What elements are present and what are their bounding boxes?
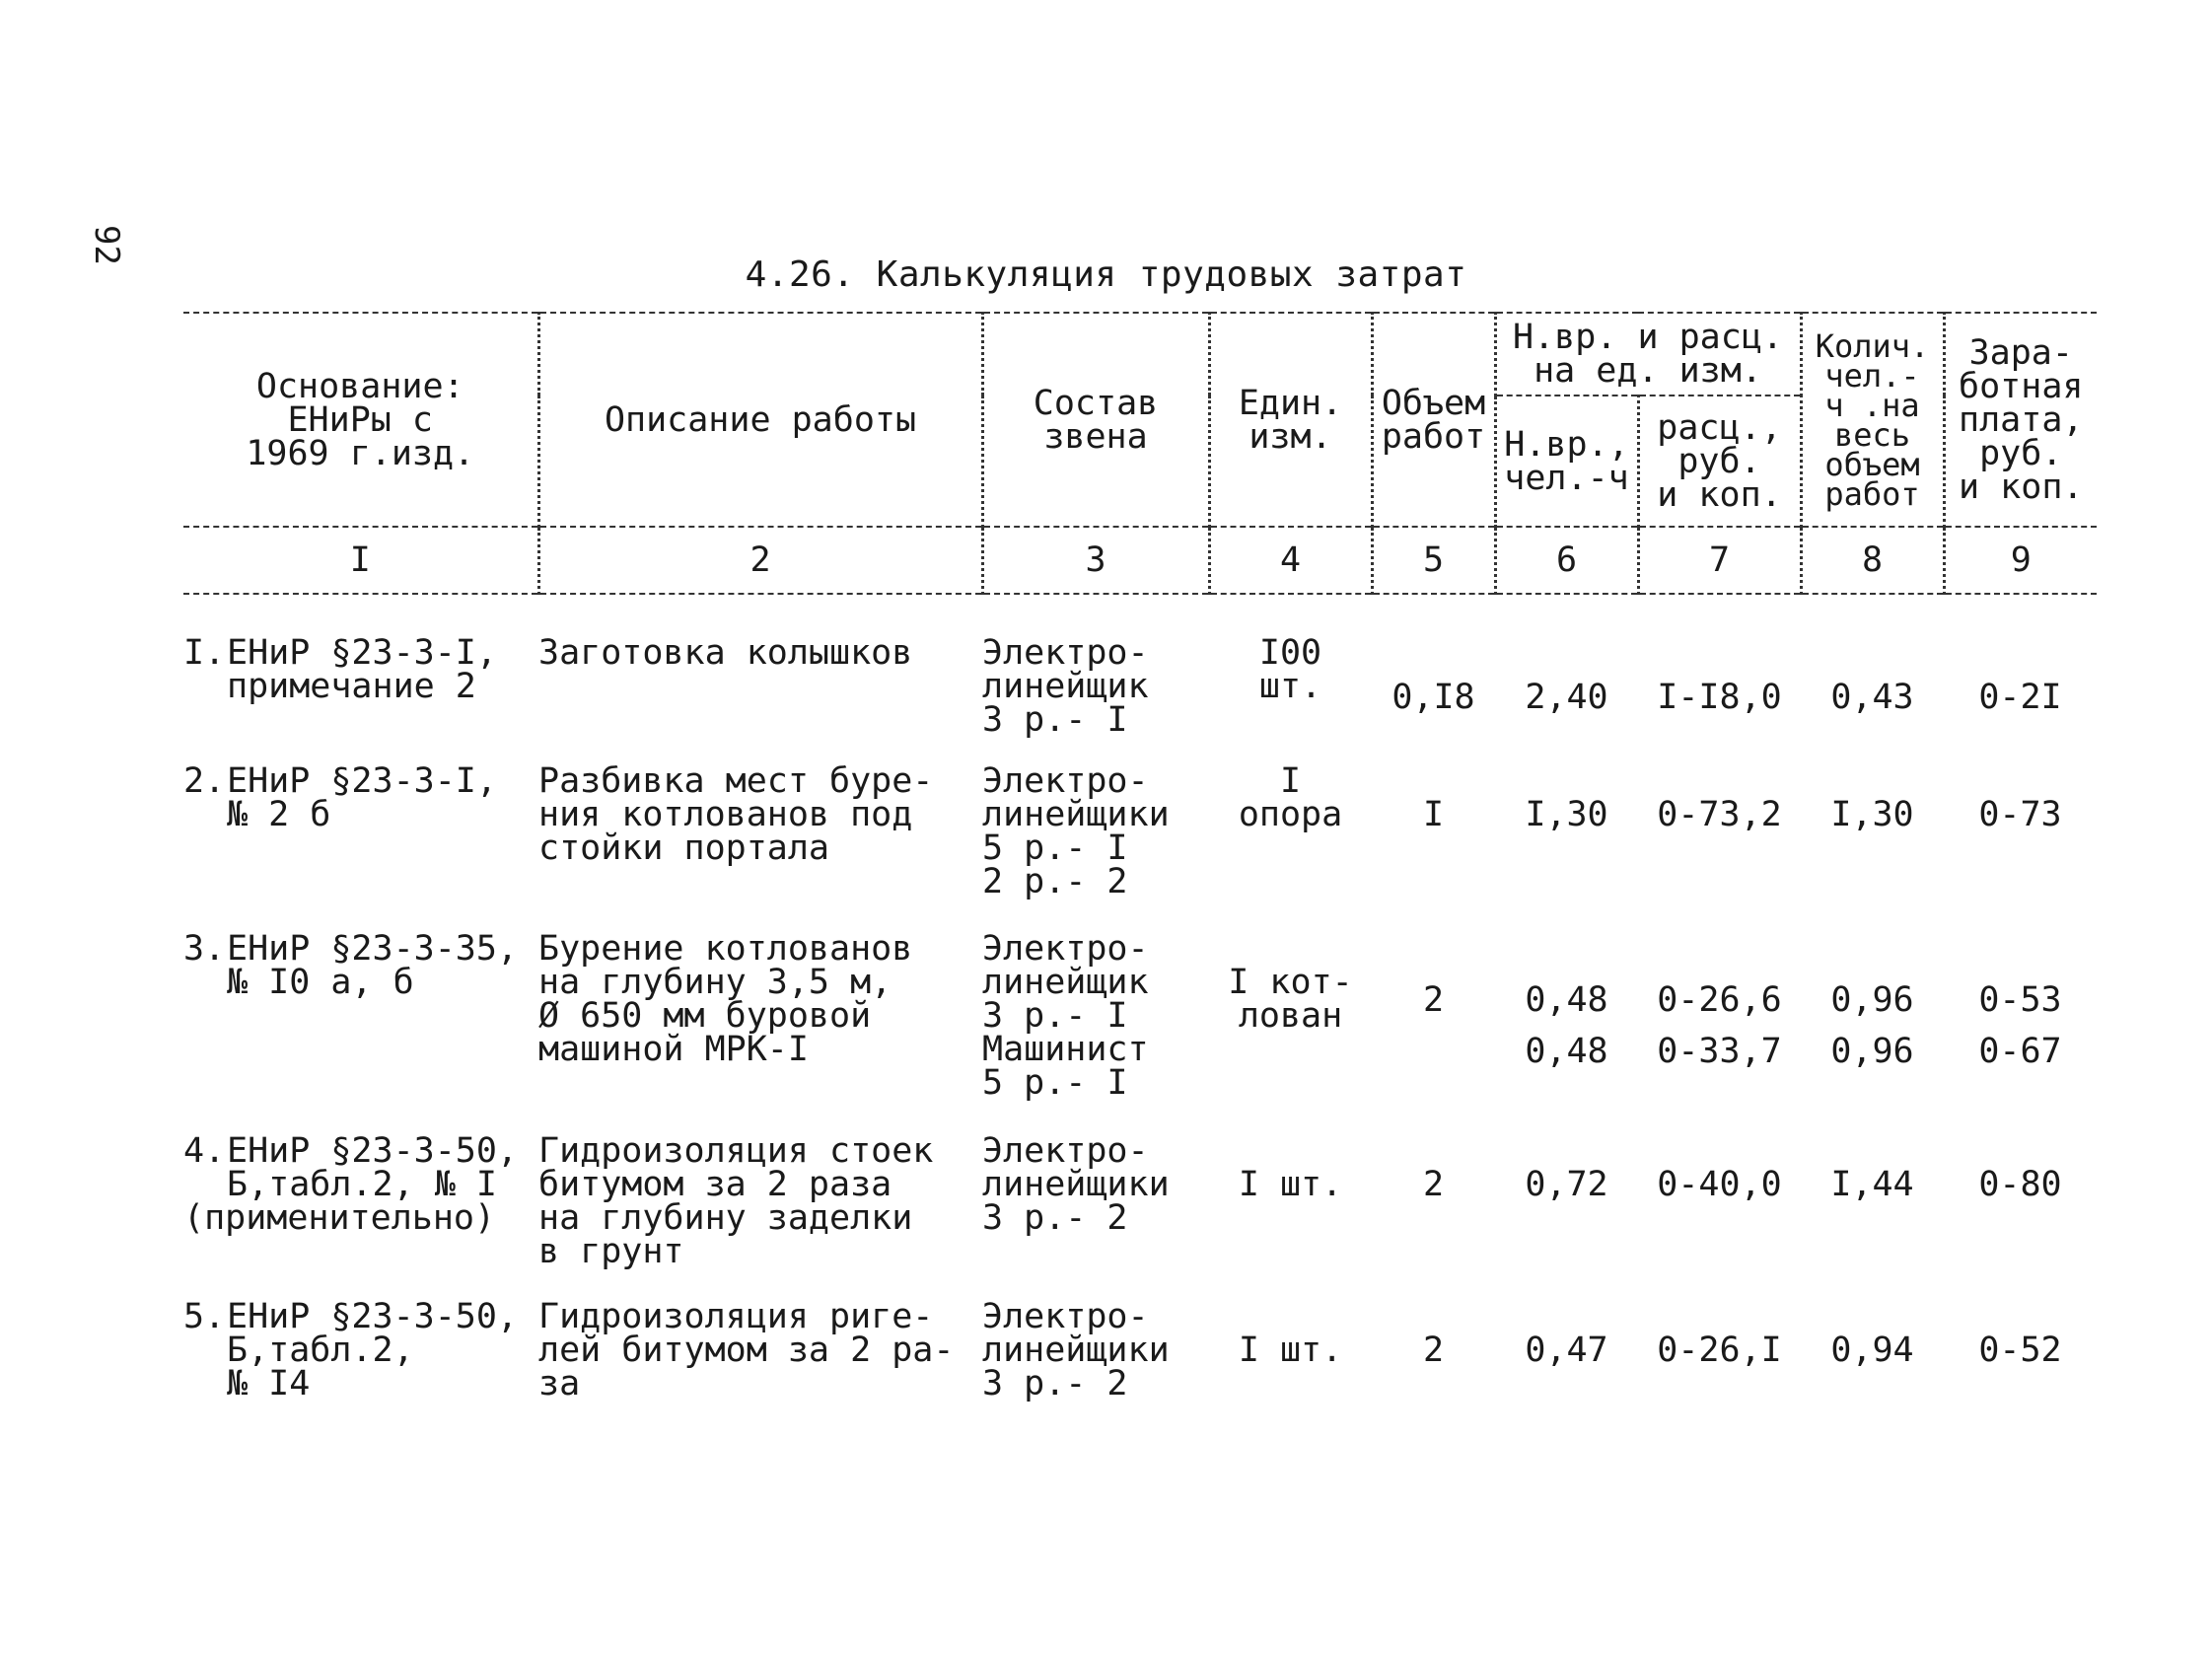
description-cell: Бурение котлованов на глубину 3,5 м, Ø 650 мм буровой машиной МРК-I: [538, 929, 913, 1069]
rate-cell: 0-73,2: [1657, 795, 1782, 834]
column-number: 5: [1372, 527, 1495, 594]
header-unit: Един. изм.: [1209, 313, 1372, 527]
description-cell: Гидроизоляция риге- лей битумом за 2 ра- за: [538, 1297, 955, 1403]
header-volume: Объем работ: [1372, 313, 1495, 527]
basis-cell: 5.ЕНиР §23-3-50, Б,табл.2, № I4: [183, 1297, 519, 1403]
column-number: I: [183, 527, 538, 594]
column-number: 2: [538, 527, 982, 594]
rate-cell: 0-26,I: [1657, 1331, 1782, 1370]
basis-cell: 3.ЕНиР §23-3-35, № I0 а, б: [183, 929, 519, 1002]
crew-cell: Электро- линейщики 3 р.- 2: [982, 1297, 1170, 1403]
crew-cell: Электро- линейщики 3 р.- 2: [982, 1131, 1170, 1238]
unit-cell: I шт.: [1238, 1165, 1343, 1204]
column-number: 3: [982, 527, 1209, 594]
header-norm-group: Н.вр. и расц. на ед. изм.: [1495, 313, 1801, 396]
header-norm-time: Н.вр., чел.-ч: [1495, 396, 1638, 527]
description-cell: Разбивка мест буре- ния котлованов под стойки портала: [538, 761, 934, 868]
wage-cell: 0-52: [1978, 1331, 2062, 1370]
volume-cell: 2: [1422, 1165, 1445, 1204]
wage-cell: 0-53 0-67: [1978, 980, 2062, 1071]
rate-cell: 0-26,6 0-33,7: [1657, 980, 1782, 1071]
header-description: Описание работы: [538, 313, 982, 527]
volume-cell: I: [1422, 795, 1445, 834]
basis-cell: 4.ЕНиР §23-3-50, Б,табл.2, № I (применительно): [183, 1131, 519, 1238]
crew-cell: Электро- линейщики 5 р.- I 2 р.- 2: [982, 761, 1170, 901]
document-title: 4.26. Калькуляция трудовых затрат: [745, 254, 1467, 295]
header-workers: Колич. чел.- ч .на весь объем работ: [1801, 313, 1944, 527]
rate-cell: 0-40,0: [1657, 1165, 1782, 1204]
description-cell: Заготовка колышков: [538, 633, 913, 673]
column-number: 8: [1801, 527, 1944, 594]
volume-cell: 2: [1422, 980, 1445, 1020]
column-number: 6: [1495, 527, 1638, 594]
column-number: 7: [1638, 527, 1801, 594]
workers-cell: 0,94: [1830, 1331, 1914, 1370]
workers-cell: 0,43: [1830, 678, 1914, 717]
table-row: [183, 630, 2097, 758]
page-number: 92: [87, 225, 126, 265]
header-rate: расц., руб. и коп.: [1638, 396, 1801, 527]
basis-cell: 2.ЕНиР §23-3-I, № 2 б: [183, 761, 497, 834]
table-header: [183, 313, 2097, 594]
header-basis: Основание: ЕНиРы с 1969 г.изд.: [183, 313, 538, 527]
wage-cell: 0-2I: [1978, 678, 2062, 717]
table-body: [183, 594, 2097, 1422]
norm-time-cell: 2,40: [1525, 678, 1608, 717]
unit-cell: I кот- лован: [1228, 963, 1353, 1036]
column-number-row: [183, 527, 2097, 594]
table-row: [183, 1294, 2097, 1422]
table-row: [183, 758, 2097, 926]
norm-time-cell: 0,72: [1525, 1165, 1608, 1204]
column-number: 4: [1209, 527, 1372, 594]
unit-cell: I00 шт.: [1258, 633, 1322, 706]
rate-cell: I-I8,0: [1657, 678, 1782, 717]
crew-cell: Электро- линейщик 3 р.- I Машинист 5 р.- I: [982, 929, 1149, 1103]
volume-cell: 0,I8: [1391, 678, 1475, 717]
crew-cell: Электро- линейщик 3 р.- I: [982, 633, 1149, 740]
wage-cell: 0-73: [1978, 795, 2062, 834]
table-row: [183, 1128, 2097, 1294]
wage-cell: 0-80: [1978, 1165, 2062, 1204]
table-row: [183, 926, 2097, 1128]
header-wage: Зара- ботная плата, руб. и коп.: [1944, 313, 2097, 527]
basis-cell: I.ЕНиР §23-3-I, примечание 2: [183, 633, 497, 706]
labor-cost-table: [183, 312, 2097, 1422]
workers-cell: I,44: [1830, 1165, 1914, 1204]
norm-time-cell: I,30: [1525, 795, 1608, 834]
workers-cell: 0,96 0,96: [1830, 980, 1914, 1071]
volume-cell: 2: [1422, 1331, 1445, 1370]
norm-time-cell: 0,48 0,48: [1525, 980, 1608, 1071]
unit-cell: I опора: [1238, 761, 1343, 834]
norm-time-cell: 0,47: [1525, 1331, 1608, 1370]
column-number: 9: [1944, 527, 2097, 594]
unit-cell: I шт.: [1238, 1331, 1343, 1370]
workers-cell: I,30: [1830, 795, 1914, 834]
header-crew: Состав звена: [982, 313, 1209, 527]
description-cell: Гидроизоляция стоек битумом за 2 раза на глубину заделки в грунт: [538, 1131, 934, 1271]
